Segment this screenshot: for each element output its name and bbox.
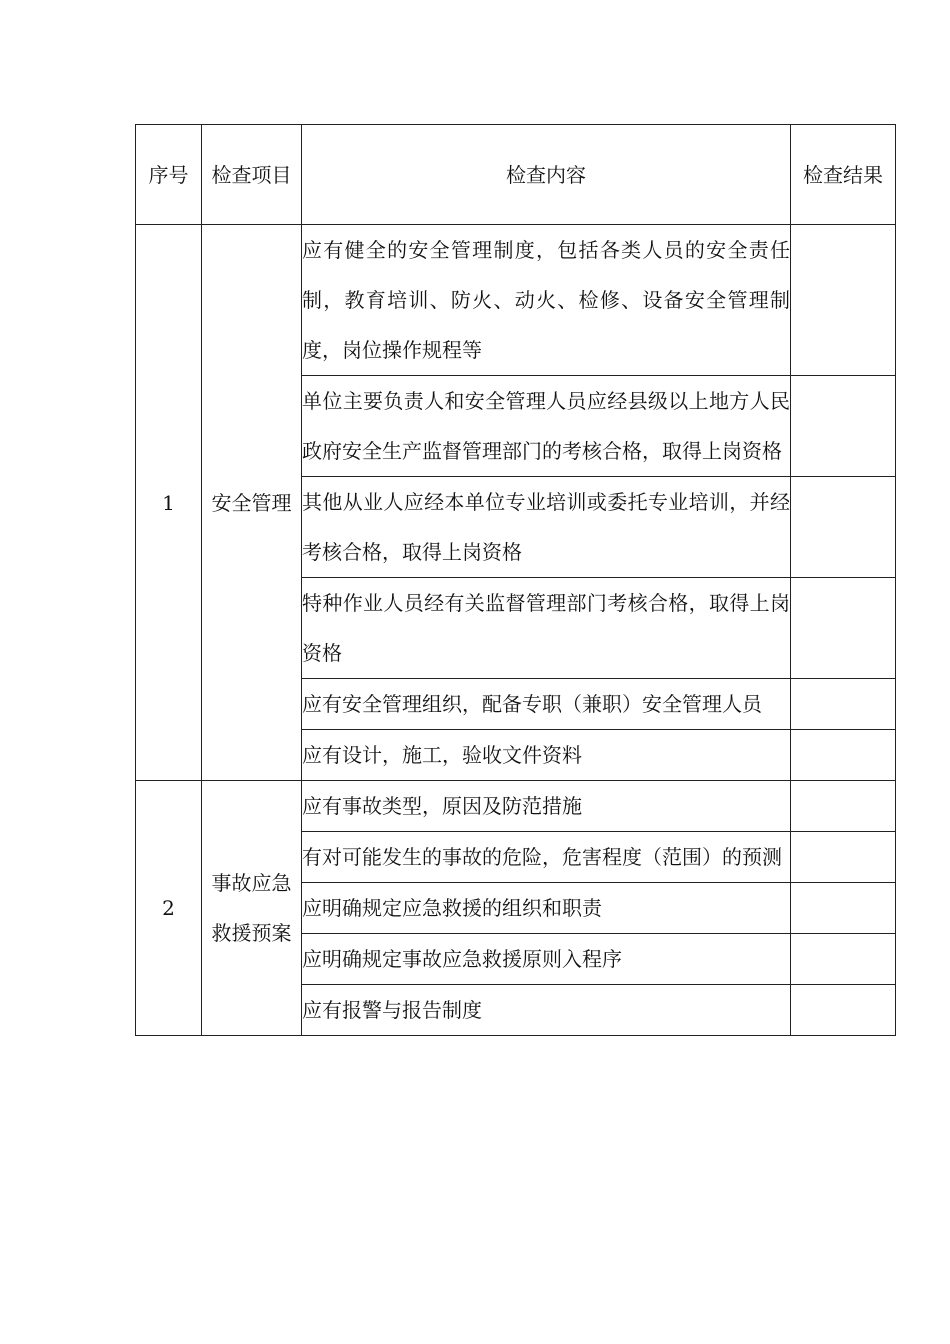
check-content: 应有事故类型，原因及防范措施 [302, 781, 791, 832]
header-result-text: 检查结果 [803, 162, 883, 187]
inspection-table [135, 124, 896, 1036]
header-no: 序号 [136, 125, 202, 225]
check-result-cell[interactable] [791, 578, 896, 679]
section-1-no: 1 [136, 225, 202, 781]
section-1-item [202, 225, 302, 781]
check-content: 其他从业人应经本单位专业培训或委托专业培训，并经考核合格，取得上岗资格 [302, 477, 791, 578]
section-2-no: 2 [136, 781, 202, 1036]
check-content: 有对可能发生的事故的危险，危害程度（范围）的预测 [302, 832, 791, 883]
check-content: 应明确规定应急救援的组织和职责 [302, 883, 791, 934]
section-2-item-text: 事故应急救援预案 [211, 871, 292, 945]
check-result-cell[interactable] [791, 832, 896, 883]
header-result [791, 125, 896, 225]
section-1-item-text: 安全管理 [211, 490, 292, 515]
check-result-cell[interactable] [791, 679, 896, 730]
check-content: 应明确规定事故应急救援原则入程序 [302, 934, 791, 985]
check-content: 应有安全管理组织，配备专职（兼职）安全管理人员 [302, 679, 791, 730]
table-header-row [136, 125, 896, 225]
table-row [136, 225, 896, 376]
check-result-cell[interactable] [791, 781, 896, 832]
check-result-cell[interactable] [791, 883, 896, 934]
check-content: 应有设计，施工，验收文件资料 [302, 730, 791, 781]
check-result-cell[interactable] [791, 730, 896, 781]
check-result-cell[interactable] [791, 934, 896, 985]
check-content: 特种作业人员经有关监督管理部门考核合格，取得上岗资格 [302, 578, 791, 679]
check-result-cell[interactable] [791, 477, 896, 578]
header-item-text: 检查项目 [211, 162, 292, 187]
check-content: 单位主要负责人和安全管理人员应经县级以上地方人民政府安全生产监督管理部门的考核合格，取得上岗资格 [302, 376, 791, 477]
check-result-cell[interactable] [791, 376, 896, 477]
section-2-item [202, 781, 302, 1036]
header-item [202, 125, 302, 225]
table-row [136, 781, 896, 832]
header-content: 检查内容 [302, 125, 791, 225]
check-result-cell[interactable] [791, 985, 896, 1036]
check-content: 应有健全的安全管理制度，包括各类人员的安全责任制，教育培训、防火、动火、检修、设备安全管理制度，岗位操作规程等 [302, 225, 791, 376]
check-result-cell[interactable] [791, 225, 896, 376]
check-content: 应有报警与报告制度 [302, 985, 791, 1036]
